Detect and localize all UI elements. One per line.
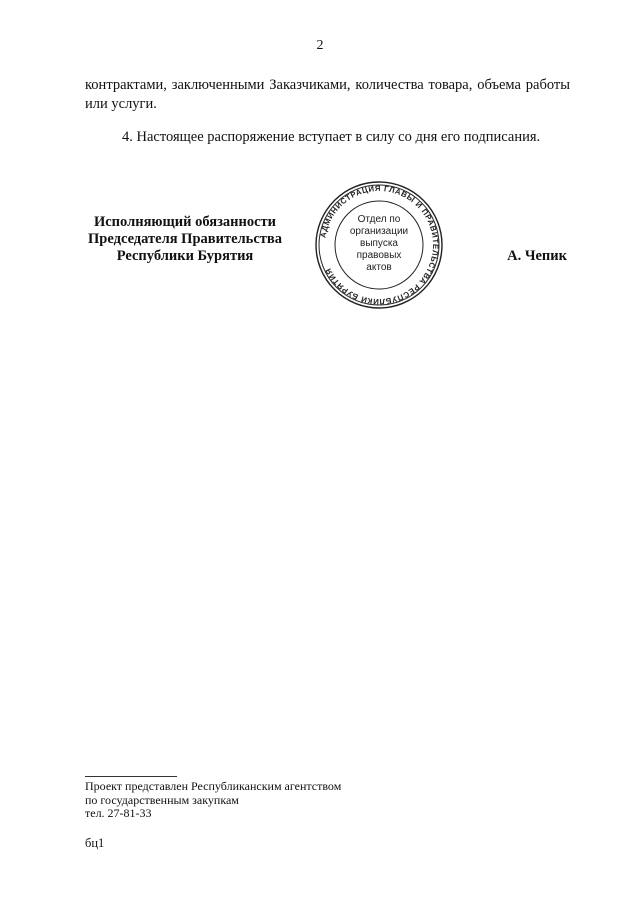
paragraph-continuation: контрактами, заключенными Заказчиками, количества товара, объема работы или услуги. <box>85 77 570 112</box>
stamp-ring-text: АДМИНИСТРАЦИЯ ГЛАВЫ И ПРАВИТЕЛЬСТВА РЕСПУБЛИКИ БУРЯТИЯ <box>318 183 441 307</box>
footnote-line: Проект представлен Республиканским агентством <box>85 779 342 793</box>
paragraph-effective-date: 4. Настоящее распоряжение вступает в силу со дня его подписания. <box>122 129 541 145</box>
signer-title-line: Председателя Правительства <box>88 231 282 247</box>
signer-title <box>80 214 290 265</box>
page-number: 2 <box>316 38 324 53</box>
stamp-center-line: Отдел по <box>357 214 401 225</box>
footnote <box>85 780 341 821</box>
official-stamp <box>314 180 444 310</box>
stamp-center-line: выпуска <box>360 238 398 249</box>
signer-title-line: Исполняющий обязанности <box>93 214 277 230</box>
stamp-center-line: актов <box>366 262 392 273</box>
signer-name: А. Чепик <box>507 248 567 264</box>
signer-title-line: Республики Бурятия <box>116 248 254 264</box>
stamp-center-line: организации <box>349 226 409 237</box>
stamp-center-line: правовых <box>356 250 402 261</box>
footnote-divider <box>85 776 177 777</box>
document-code: бц1 <box>85 836 105 850</box>
footnote-line: тел. 27-81-33 <box>85 806 152 820</box>
footnote-line: по государственным закупкам <box>85 792 239 807</box>
